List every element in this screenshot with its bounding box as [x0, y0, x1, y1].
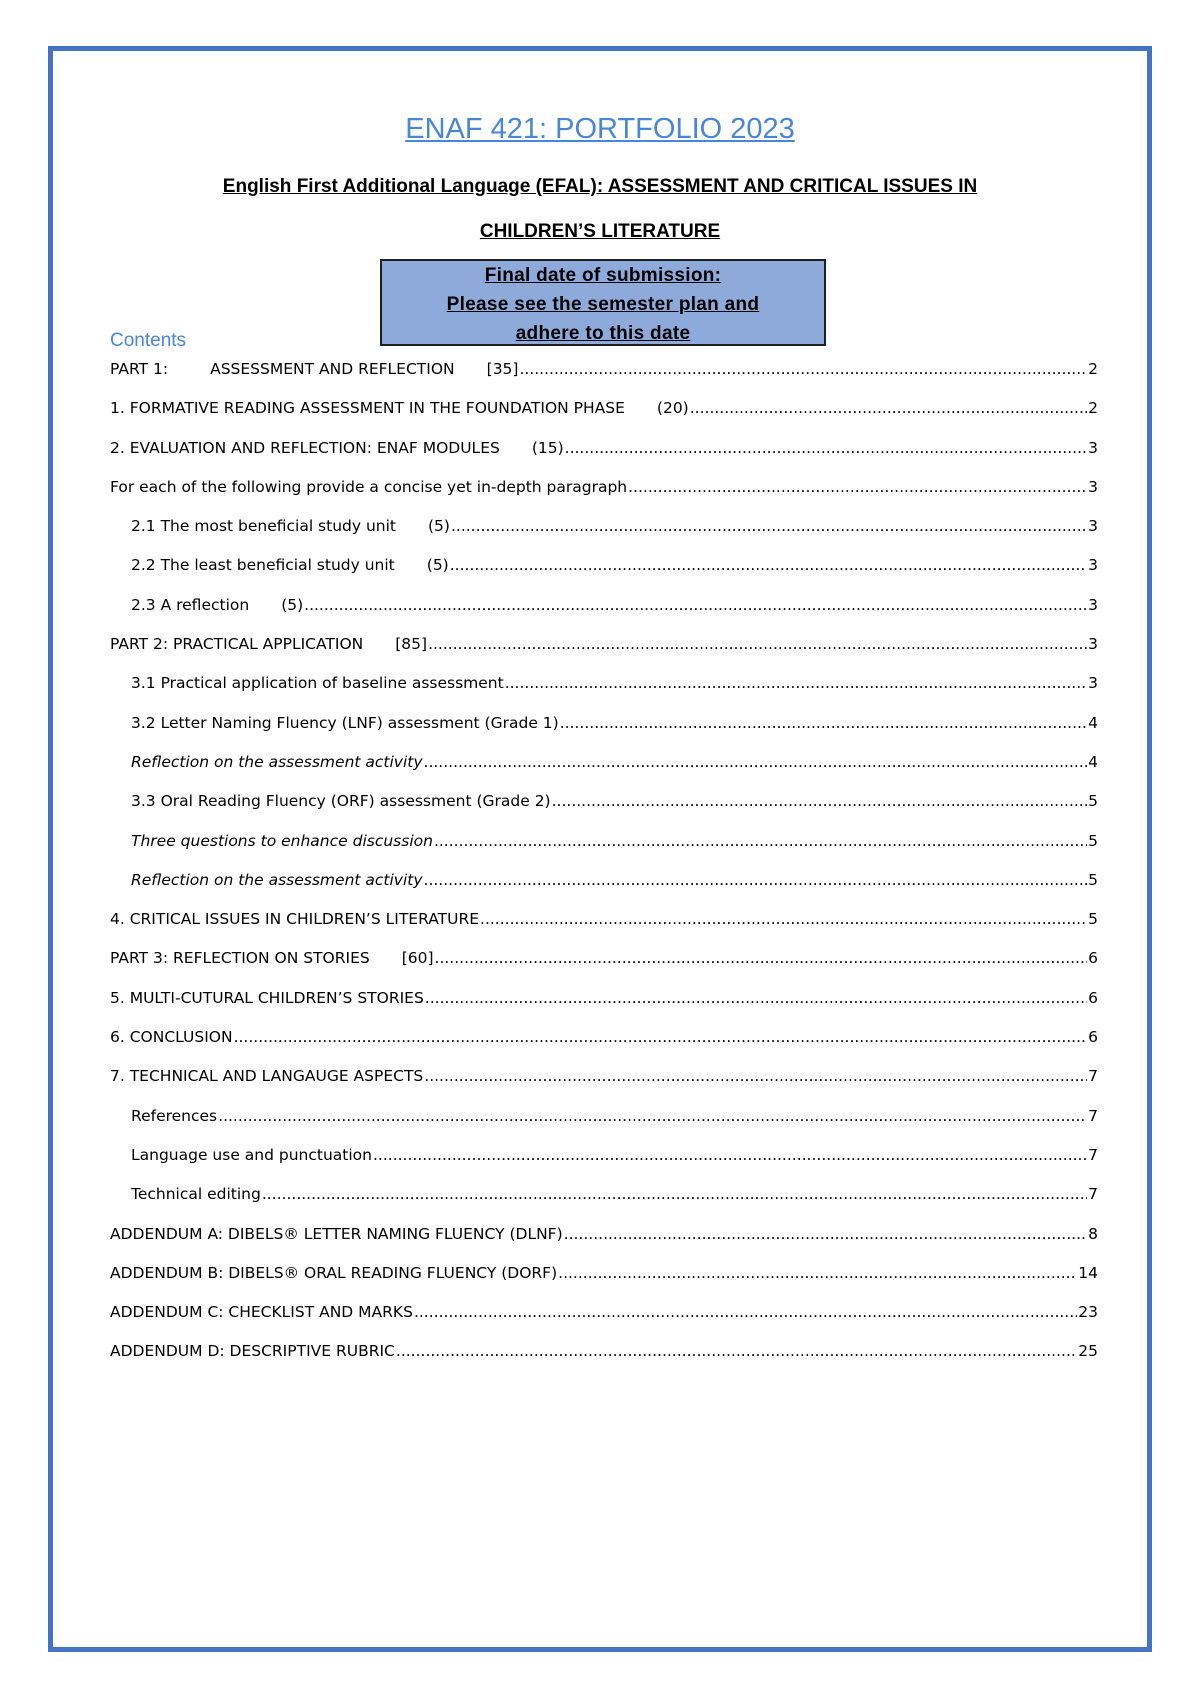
toc-dot-leader [304, 592, 1087, 618]
toc-entry[interactable] [110, 592, 1098, 631]
toc-page-number: 2 [1088, 360, 1098, 378]
toc-entry-label: References [131, 1106, 218, 1125]
toc-page-number: 5 [1088, 831, 1098, 850]
toc-page-number: 5 [1088, 792, 1098, 811]
toc-entry-label: ADDENDUM A: DIBELS® LETTER NAMING FLUENCY (DLNF) [110, 1224, 563, 1243]
toc-entry-section-title: ASSESSMENT AND REFLECTION [210, 360, 455, 378]
toc-entry[interactable] [110, 1103, 1098, 1142]
toc-entry-label: 4. CRITICAL ISSUES IN CHILDREN’S LITERATURE [110, 910, 480, 929]
toc-dot-leader [424, 867, 1088, 893]
toc-entry-label: 2.1 The most beneficial study unit [131, 517, 396, 536]
toc-page-number: 14 [1078, 1263, 1098, 1282]
toc-entry[interactable] [110, 749, 1098, 788]
toc-entry-label: Three questions to enhance discussion [131, 831, 433, 850]
toc-entry-label: Language use and punctuation [131, 1145, 372, 1164]
toc-page-number: 3 [1088, 635, 1098, 654]
toc-entry-label: ADDENDUM B: DIBELS® ORAL READING FLUENCY (DORF) [110, 1263, 558, 1282]
contents-heading: Contents [110, 330, 187, 351]
toc-page-number: 7 [1088, 1145, 1098, 1164]
toc-entry-label: PART 3: REFLECTION ON STORIES [110, 949, 370, 968]
toc-page-number: 5 [1088, 910, 1098, 929]
toc-dot-leader [690, 395, 1087, 421]
document-subtitle-line1: English First Additional Language (EFAL): ASSESSMENT AND CRITICAL ISSUES IN [222, 176, 978, 197]
toc-dot-leader [552, 788, 1088, 814]
toc-dot-leader [560, 710, 1087, 736]
toc-entry-label: Reflection on the assessment activity [131, 752, 423, 771]
toc-page-number: 6 [1088, 949, 1098, 968]
toc-entry[interactable] [110, 710, 1098, 749]
toc-entry-marks: (5) [428, 517, 450, 536]
toc-entry-marks: (20) [656, 399, 689, 418]
toc-entry[interactable] [110, 474, 1098, 513]
toc-entry-label: 3.1 Practical application of baseline assessment [131, 674, 504, 693]
toc-dot-leader [428, 631, 1087, 657]
toc-dot-leader [564, 1221, 1087, 1247]
toc-page-number: 3 [1088, 595, 1098, 614]
toc-entry-marks: [35] [486, 360, 519, 378]
toc-entry-label: 3.2 Letter Naming Fluency (LNF) assessment (Grade 1) [131, 713, 559, 732]
toc-entry[interactable] [110, 1221, 1098, 1260]
toc-entry[interactable] [110, 1260, 1098, 1299]
toc-entry[interactable] [110, 945, 1098, 984]
toc-page-number: 4 [1088, 713, 1098, 732]
toc-dot-leader [262, 1181, 1087, 1207]
toc-entry[interactable] [110, 395, 1098, 434]
toc-dot-leader [234, 1024, 1088, 1050]
toc-page-number: 4 [1088, 752, 1098, 771]
toc-dot-leader [519, 356, 1087, 382]
toc-dot-leader [505, 670, 1087, 696]
toc-entry[interactable] [110, 513, 1098, 552]
toc-entry-label: 7. TECHNICAL AND LANGAUGE ASPECTS [110, 1067, 424, 1086]
toc-entry-marks: (15) [531, 438, 564, 457]
toc-entry[interactable] [110, 788, 1098, 827]
toc-page-number: 5 [1088, 870, 1098, 889]
toc-entry[interactable] [110, 906, 1098, 945]
toc-page-number: 25 [1078, 1342, 1098, 1361]
toc-dot-leader [558, 1260, 1077, 1286]
toc-dot-leader [373, 1142, 1087, 1168]
toc-entry-label: Reflection on the assessment activity [131, 870, 423, 889]
toc-entry-label: 1. FORMATIVE READING ASSESSMENT IN THE FOUNDATION PHASE [110, 399, 625, 418]
toc-entry-marks: (5) [426, 556, 449, 575]
toc-page-number: 3 [1088, 517, 1098, 536]
toc-page-number: 3 [1088, 477, 1098, 496]
toc-entry-label: 2.2 The least beneficial study unit [131, 556, 395, 575]
toc-entry-label: 3.3 Oral Reading Fluency (ORF) assessment (Grade 2) [131, 792, 551, 811]
toc-dot-leader [218, 1103, 1087, 1129]
toc-entry[interactable] [110, 631, 1098, 670]
toc-entry[interactable] [110, 435, 1098, 474]
toc-entry[interactable] [110, 552, 1098, 591]
toc-entry-label: PART 2: PRACTICAL APPLICATION [110, 635, 364, 654]
toc-entry[interactable] [110, 1142, 1098, 1181]
toc-entry-label: 2.3 A reflection [131, 595, 250, 614]
toc-page-number: 7 [1088, 1106, 1098, 1125]
toc-entry[interactable] [110, 670, 1098, 709]
toc-entry-marks: [60] [401, 949, 434, 968]
toc-dot-leader [451, 513, 1087, 539]
toc-dot-leader [434, 828, 1087, 854]
submission-line3: adhere to this date [515, 323, 691, 344]
toc-dot-leader [396, 1338, 1077, 1364]
toc-page-number: 7 [1088, 1185, 1098, 1204]
toc-page-number: 3 [1088, 438, 1098, 457]
toc-page-number: 23 [1078, 1303, 1098, 1322]
submission-line1: Final date of submission: [484, 265, 722, 286]
toc-entry-label: 5. MULTI-CUTURAL CHILDREN’S STORIES [110, 988, 424, 1007]
toc-page-number: 6 [1088, 988, 1098, 1007]
toc-dot-leader [450, 552, 1087, 578]
toc-page-number: 2 [1088, 399, 1098, 418]
toc-entry-marks: (5) [281, 595, 304, 614]
toc-page-number: 6 [1088, 1028, 1098, 1047]
toc-page-number: 3 [1088, 556, 1098, 575]
toc-entry-marks: [85] [395, 635, 428, 654]
toc-entry[interactable] [110, 1338, 1098, 1377]
toc-page-number: 3 [1088, 674, 1098, 693]
toc-dot-leader [425, 985, 1087, 1011]
toc-entry[interactable] [110, 1024, 1098, 1063]
toc-dot-leader [414, 1299, 1077, 1325]
toc-entry-label: 6. CONCLUSION [110, 1028, 233, 1047]
toc-dot-leader [424, 749, 1088, 775]
toc-entry-label: ADDENDUM D: DESCRIPTIVE RUBRIC [110, 1342, 395, 1361]
toc-page-number: 7 [1088, 1067, 1098, 1086]
table-of-contents [110, 356, 1098, 1378]
toc-entry[interactable] [110, 985, 1098, 1024]
toc-dot-leader [480, 906, 1087, 932]
toc-dot-leader [628, 474, 1087, 500]
toc-dot-leader [435, 945, 1088, 971]
toc-entry[interactable] [110, 828, 1098, 867]
toc-page-number: 8 [1088, 1224, 1098, 1243]
document-title: ENAF 421: PORTFOLIO 2023 [405, 113, 795, 145]
toc-entry[interactable] [110, 1181, 1098, 1220]
toc-entry-label: Technical editing [131, 1185, 261, 1204]
submission-date-box [380, 259, 826, 346]
toc-entry-label: For each of the following provide a concise yet in-depth paragraph [110, 477, 628, 496]
toc-dot-leader [424, 1063, 1087, 1089]
toc-entry-label: ADDENDUM C: CHECKLIST AND MARKS [110, 1303, 413, 1322]
toc-entry[interactable] [110, 356, 1098, 395]
submission-line2: Please see the semester plan and [446, 294, 760, 315]
toc-entry-label: 2. EVALUATION AND REFLECTION: ENAF MODULES [110, 438, 500, 457]
toc-entry-label: PART 1: [110, 360, 169, 378]
document-subtitle-line2: CHILDREN’S LITERATURE [479, 221, 721, 242]
toc-entry[interactable] [110, 867, 1098, 906]
toc-entry[interactable] [110, 1299, 1098, 1338]
toc-entry[interactable] [110, 1063, 1098, 1102]
toc-dot-leader [565, 435, 1087, 461]
